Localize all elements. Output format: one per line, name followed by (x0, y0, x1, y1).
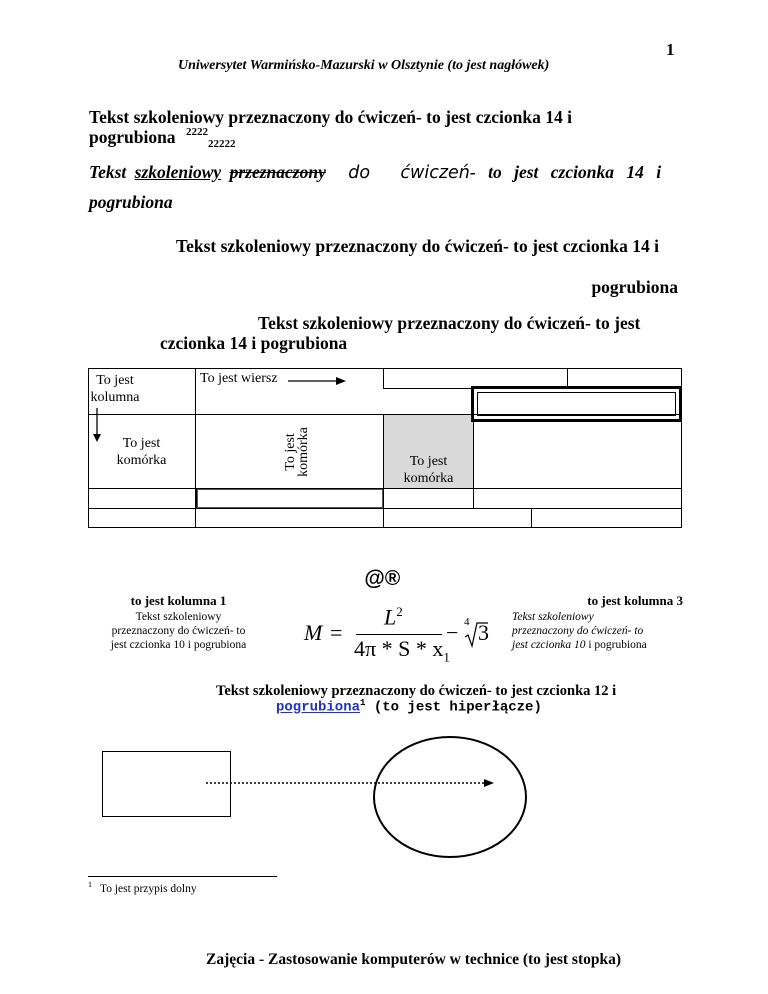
mono-word: ćwiczeń (400, 163, 470, 183)
column-1-line-1: Tekst szkoleniowy (135, 611, 222, 623)
superscript-text: 2222 (185, 126, 208, 138)
dotted-arrow-icon (206, 777, 494, 789)
footnote-text: To jest przypis dolny (100, 882, 197, 895)
formula-equals: = (330, 620, 343, 645)
vertical-cell-line-2: komórka (295, 427, 311, 477)
column-label (88, 372, 140, 406)
mono-word: do (348, 163, 371, 183)
column-3-plain-part: i pogrubiona (585, 639, 647, 651)
paragraph-1-line-2 (89, 127, 572, 150)
table-line (88, 508, 682, 509)
paragraph-2 (89, 162, 661, 183)
hyperlink[interactable]: pogrubiona (276, 699, 361, 716)
right-arrow-icon (288, 376, 346, 386)
formula-numerator (384, 604, 403, 630)
table-line (383, 368, 384, 388)
vertical-cell-line-1: To jest (282, 433, 298, 471)
paragraph-3-line-1: Tekst szkoleniowy przeznaczony do ćwiczeń- to jest czcionka 14 i (176, 236, 659, 256)
column-3 (508, 594, 683, 652)
paragraph-4-line-2: czcionka 14 i pogrubiona (160, 333, 348, 353)
page-number: 1 (666, 40, 675, 59)
thick-border-cell (471, 386, 682, 422)
page-header: Uniwersytet Warmińsko-Mazurski w Olsztynie (to jest nagłówek) (178, 58, 550, 73)
column-3-title: to jest kolumna 3 (587, 593, 683, 608)
footnote-mark: 1 (88, 880, 92, 889)
ellipse-shape (372, 735, 528, 859)
formula-lhs: M (304, 620, 323, 645)
sample-table (88, 368, 682, 528)
column-label-line-1: To jest (96, 373, 134, 388)
column-1-title: to jest kolumna 1 (130, 593, 227, 608)
left-cell-text (88, 435, 195, 469)
table-line (88, 368, 682, 369)
paragraph-2-line-2: pogrubiona (89, 192, 173, 212)
page-footer: Zajęcia - Zastosowanie komputerów w technice (to jest stopka) (206, 951, 622, 968)
outlined-cell (196, 488, 384, 509)
root-argument: 3 (478, 620, 489, 645)
hyperlink-note: (to jest hiperłącze) (365, 699, 542, 716)
underlined-word: szkoleniowy (134, 162, 222, 182)
numerator-letter: L (384, 604, 397, 630)
paragraph-3-line-2: pogrubiona (591, 277, 678, 297)
formula-denominator (354, 636, 450, 665)
row-label: To jest wiersz (200, 371, 278, 386)
paragraph-5-line-2 (276, 698, 542, 716)
paragraph-4-line-1: Tekst szkoleniowy przeznaczony do ćwiczeń- to jest (258, 313, 641, 333)
vertical-cell-text (282, 420, 311, 484)
footnote-separator (88, 876, 277, 877)
paragraph-5-line-1: Tekst szkoleniowy przeznaczony do ćwiczeń- to jest czcionka 12 i (216, 683, 617, 699)
paragraph-1-line-1: Tekst szkoleniowy przeznaczony do ćwiczeń- to jest czcionka 14 i (89, 107, 572, 127)
left-cell-line-1: To jest (122, 436, 161, 451)
root-index: 4 (464, 616, 470, 628)
column-3-italic-part: jest czcionka 10 (512, 639, 586, 651)
left-cell-line-2: komórka (116, 453, 167, 468)
paragraph-1-word: pogrubiona (89, 127, 176, 147)
text-word: Tekst (89, 162, 127, 182)
footnote (88, 880, 197, 895)
subscript-text: 22222 (207, 138, 236, 150)
column-label-line-2: kolumna (90, 390, 140, 405)
shaded-cell-line-2: komórka (403, 471, 454, 486)
symbols: @® (364, 567, 400, 590)
paragraph-1 (89, 107, 572, 150)
formula-minus: − (446, 620, 459, 645)
table-line (88, 527, 682, 528)
column-3-line-2: przeznaczony do ćwiczeń- to (512, 625, 644, 637)
shaded-cell-text (383, 453, 474, 487)
denominator-subscript: 1 (443, 649, 450, 665)
numerator-exponent: 2 (396, 604, 403, 619)
strikethrough-word: przeznaczony (229, 162, 326, 182)
table-line (88, 488, 682, 489)
math-formula (304, 596, 504, 668)
column-3-line-1: Tekst szkoleniowy (512, 611, 594, 623)
table-line (567, 368, 568, 388)
denominator-text: 4π * S * x (354, 636, 444, 661)
column-3-line-3 (512, 638, 683, 652)
column-1-line-3: jest czcionka 10 i pogrubiona (110, 639, 247, 651)
shaded-cell-line-1: To jest (409, 454, 448, 469)
table-line (531, 508, 532, 528)
column-1 (86, 594, 271, 652)
column-1-line-2: przeznaczony do ćwiczeń- to (111, 625, 246, 637)
text-word: - to jest czcionka 14 i (469, 162, 662, 182)
footnote-reference[interactable]: 1 (360, 698, 366, 708)
fraction-bar (356, 634, 442, 635)
